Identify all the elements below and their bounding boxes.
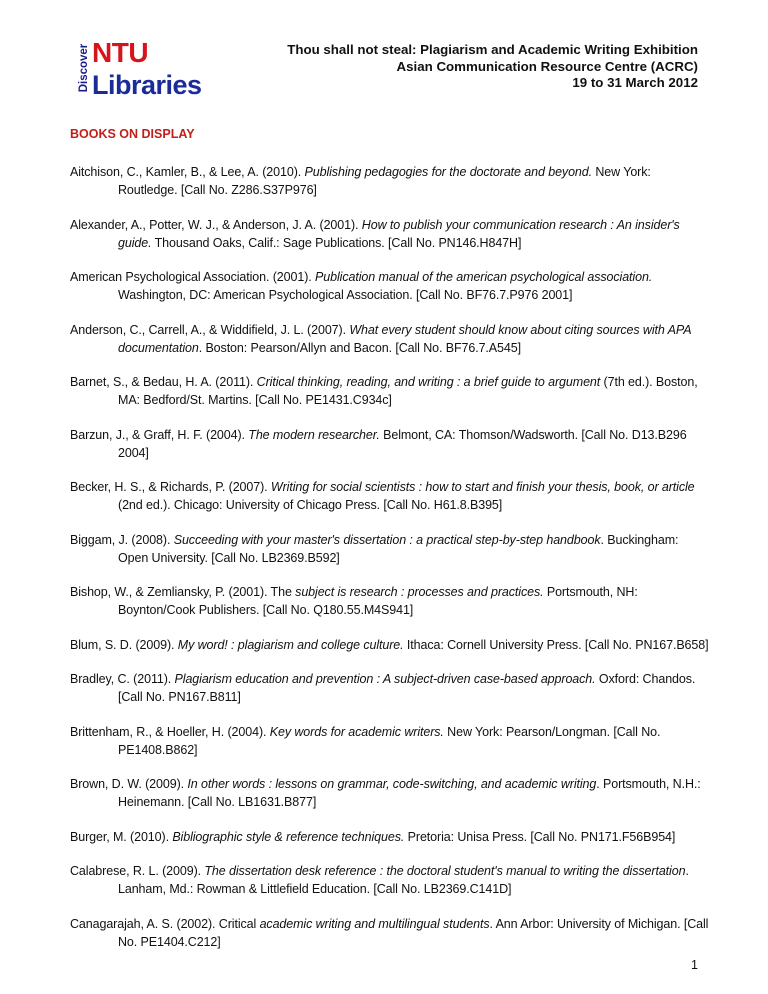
reference-entry: Brown, D. W. (2009). In other words : lessons on grammar, code-switching, and academic writing. Portsmouth, N.H.: Heinemann. [Call No. LB1631.B877] xyxy=(70,777,701,809)
reference-entry: Biggam, J. (2008). Succeeding with your master's dissertation : a practical step-by-step handbook. Buckingham: Open University. [Call No. LB2369.B592] xyxy=(70,532,679,565)
reference-entry: Brittenham, R., & Hoeller, H. (2004). Key words for academic writers. New York: Pearson/Longman. [Call No. PE1408.B862] xyxy=(70,724,661,757)
reference-list xyxy=(70,163,710,967)
logo-discover-text: Discover xyxy=(78,43,90,93)
reference-entry: Burger, M. (2010). Bibliographic style & reference techniques. Pretoria: Unisa Press. [Call No. PN171.F56B954] xyxy=(70,829,676,844)
page-number: 1 xyxy=(691,958,698,972)
reference-entry: Becker, H. S., & Richards, P. (2007). Writing for social scientists : how to start and finish your thesis, book, or article (2nd ed.). Chicago: University of Chicago Press. [Call No. H61.8.B395] xyxy=(70,480,695,512)
logo-libraries-text: Libraries xyxy=(92,70,202,100)
header-dates: 19 to 31 March 2012 xyxy=(572,75,698,90)
reference-entry: Bishop, W., & Zemliansky, P. (2001). The subject is research : processes and practices. Portsmouth, NH: Boynton/Cook Publishers. [Call No. Q180.55.M4S941] xyxy=(70,585,638,617)
header-venue: Asian Communication Resource Centre (ACRC) xyxy=(396,58,698,74)
reference-entry: Aitchison, C., Kamler, B., & Lee, A. (2010). Publishing pedagogies for the doctorate and beyond. New York: Routledge. [Call No. Z286.S37P976] xyxy=(70,165,651,197)
reference-entry: Canagarajah, A. S. (2002). Critical academic writing and multilingual students. Ann Arbor: University of Michigan. [Call No. PE1404.C212] xyxy=(70,916,709,949)
document-header xyxy=(287,42,698,92)
reference-entry: Barnet, S., & Bedau, H. A. (2011). Critical thinking, reading, and writing : a brief guide to argument (7th ed.). Boston, MA: Bedford/St. Martins. [Call No. PE1431.C934c] xyxy=(70,375,698,407)
reference-entry: American Psychological Association. (2001). Publication manual of the american psychological association. Washington, DC: American Psychological Association. [Call No. BF76.7.P976 2001] xyxy=(70,270,653,302)
reference-entry: Calabrese, R. L. (2009). The dissertation desk reference : the doctoral student's manual to writing the dissertation. Lanham, Md.: Rowman & Littlefield Education. [Call No. LB2369.C141D] xyxy=(70,864,689,896)
header-exhibition-title: Thou shall not steal: Plagiarism and Academic Writing Exhibition xyxy=(287,42,698,57)
reference-entry: Alexander, A., Potter, W. J., & Anderson, J. A. (2001). How to publish your communication research : An insider's guide. Thousand Oaks, Calif.: Sage Publications. [Call No. PN146.H847H] xyxy=(70,217,680,250)
logo-ntu-text: NTU xyxy=(92,37,149,68)
section-title: BOOKS ON DISPLAY xyxy=(70,127,195,141)
reference-entry: Bradley, C. (2011). Plagiarism education and prevention : A subject-driven case-based approach. Oxford: Chandos. [Call No. PN167.B811] xyxy=(70,672,696,704)
reference-entry: Blum, S. D. (2009). My word! : plagiarism and college culture. Ithaca: Cornell University Press. [Call No. PN167.B658] xyxy=(70,637,709,652)
reference-entry: Anderson, C., Carrell, A., & Widdifield, J. L. (2007). What every student should know about citing sources with APA documentation. Boston: Pearson/Allyn and Bacon. [Call No. BF76.7.A545] xyxy=(70,322,691,355)
reference-entry: Barzun, J., & Graff, H. F. (2004). The modern researcher. Belmont, CA: Thomson/Wadsworth. [Call No. D13.B296 2004] xyxy=(70,427,687,460)
ntu-libraries-logo xyxy=(78,38,204,102)
